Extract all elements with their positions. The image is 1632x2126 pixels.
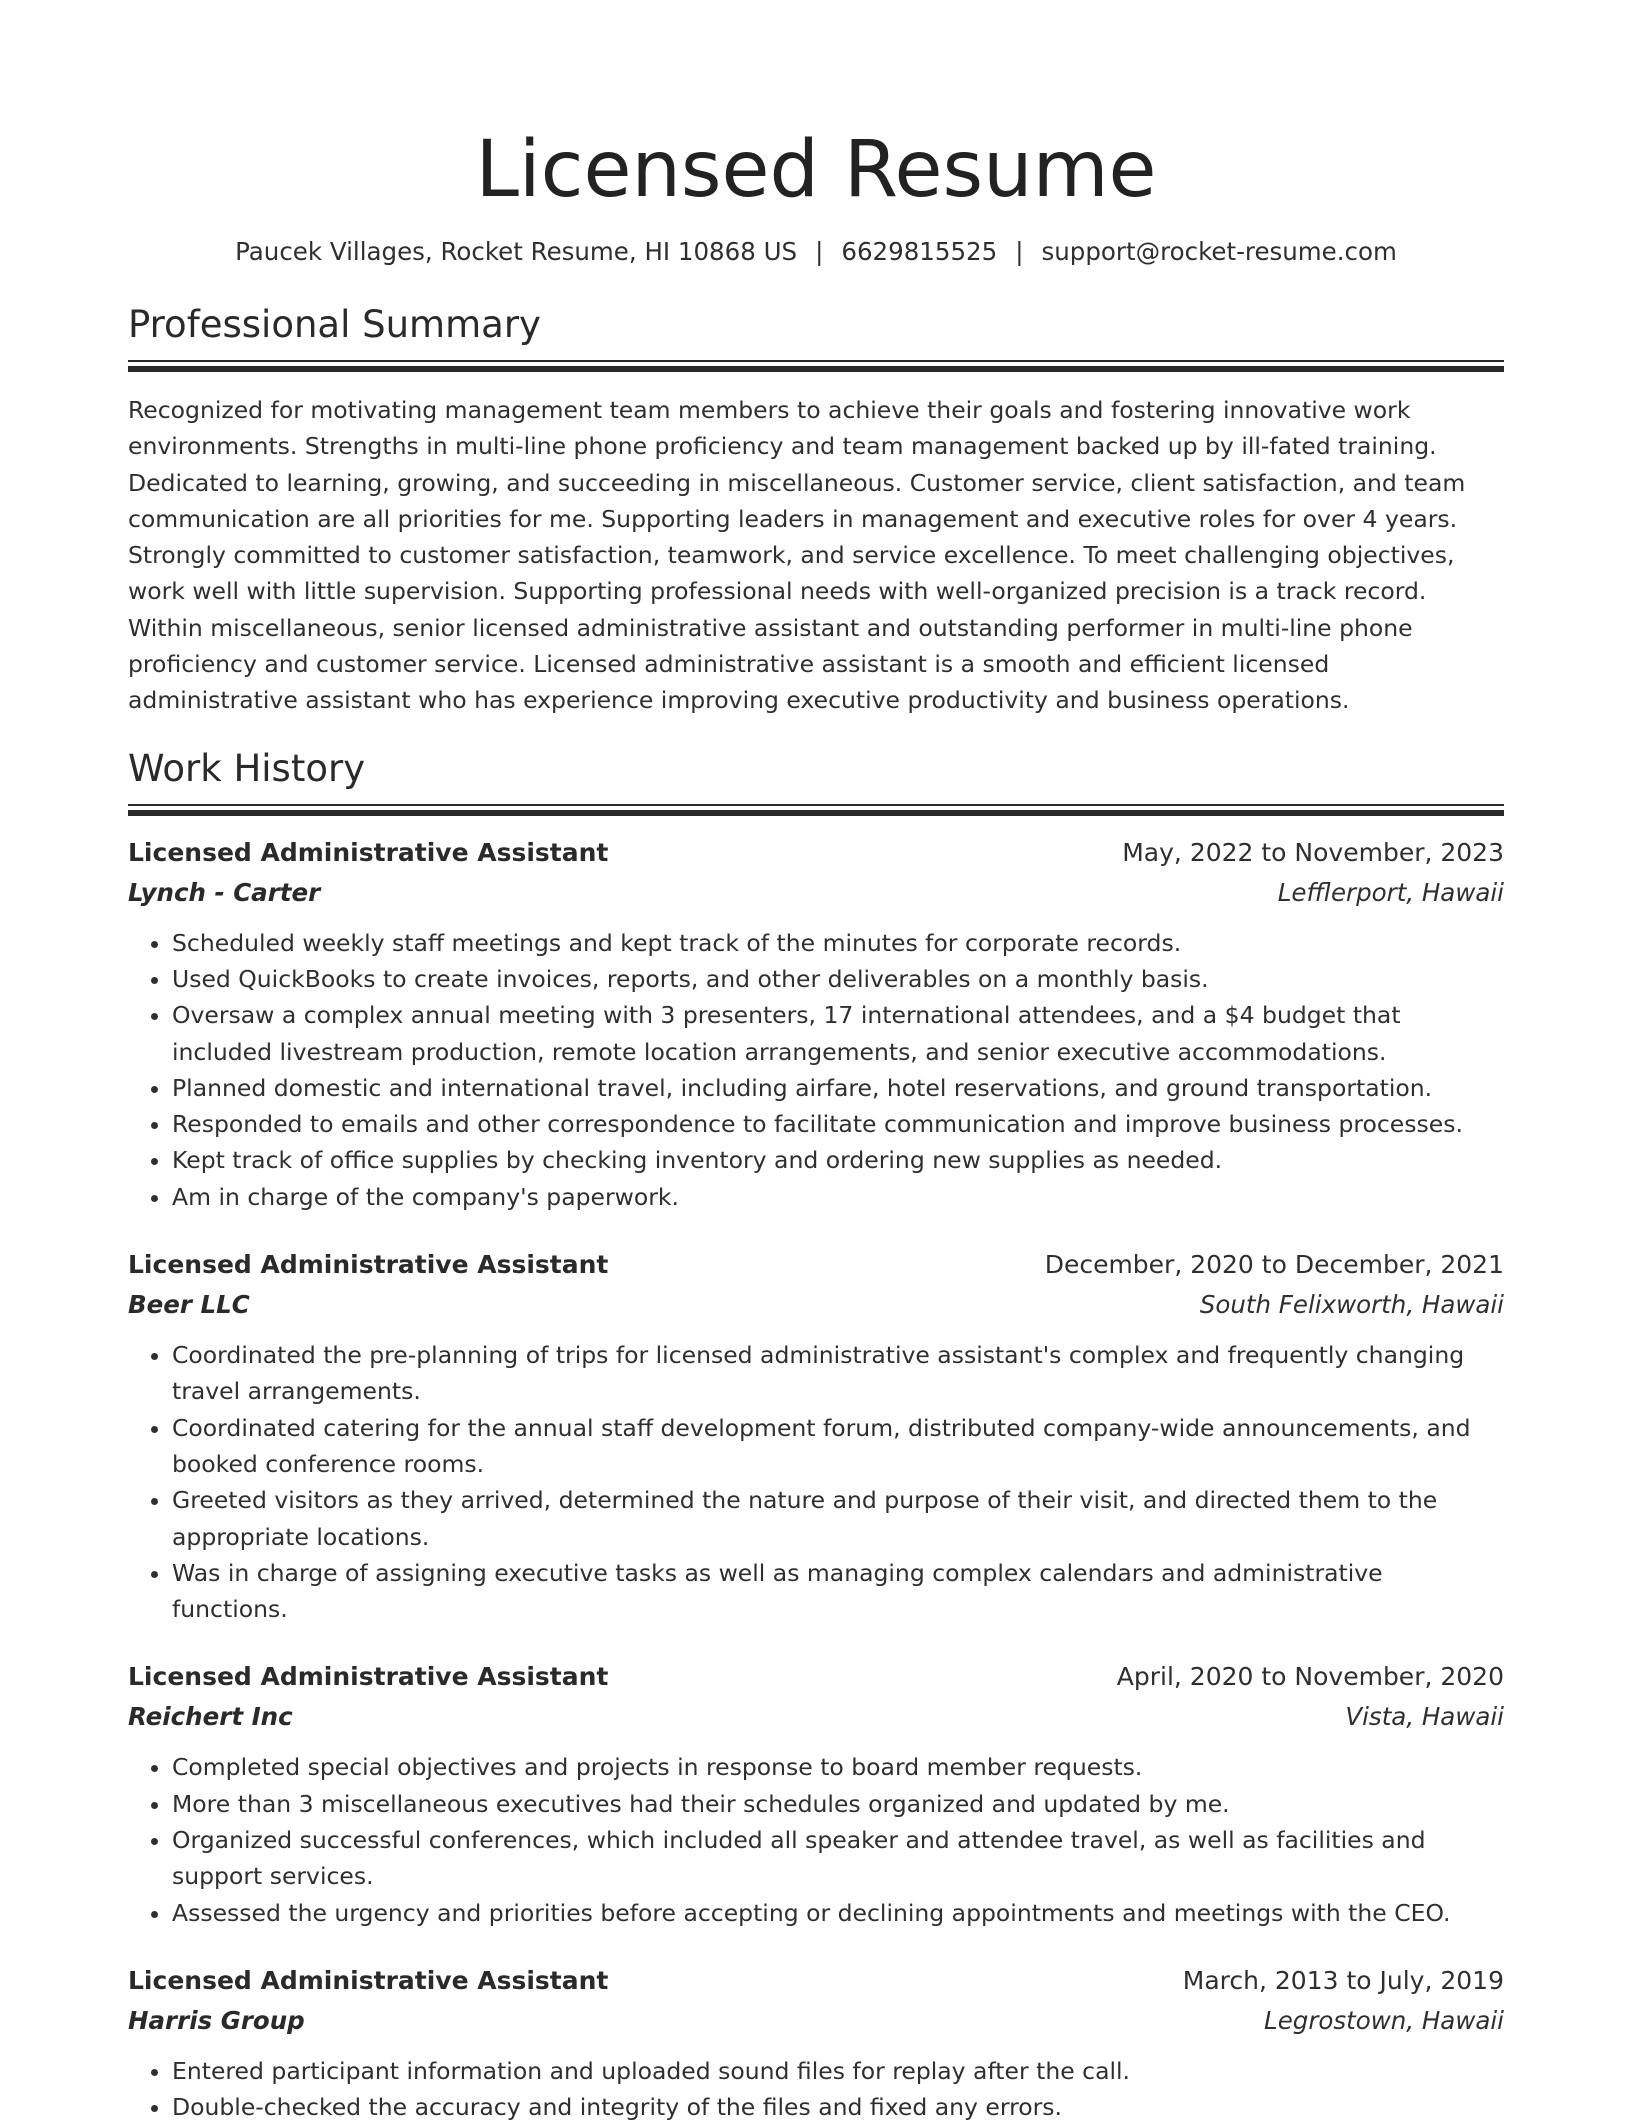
job-bullet: • Completed special objectives and projects in response to board member requests. bbox=[172, 1749, 1504, 1785]
work-history-heading: Work History bbox=[128, 746, 366, 790]
job-bullet: • Oversaw a complex annual meeting with 3 presenters, 17 international attendees, and a $4 budget that included livestream production, remote location arrangements, and senior executive accommodations. bbox=[172, 997, 1504, 1070]
job-bullet: • Greeted visitors as they arrived, determined the nature and purpose of their visit, and directed them to the appropriate locations. bbox=[172, 1482, 1504, 1555]
job-dates: April, 2020 to November, 2020 bbox=[1116, 1662, 1504, 1692]
job-employer: Harris Group bbox=[128, 2005, 305, 2035]
resume-page bbox=[128, 0, 1504, 2126]
job-bullet: • Assessed the urgency and priorities before accepting or declining appointments and meetings with the CEO. bbox=[172, 1895, 1504, 1931]
contact-separator: | bbox=[815, 237, 824, 266]
job-header-row bbox=[128, 1245, 1504, 1285]
job-dates: May, 2022 to November, 2023 bbox=[1122, 837, 1504, 867]
job-location: Lefflerport, Hawaii bbox=[1277, 877, 1504, 907]
job-bullet: • Scheduled weekly staff meetings and kept track of the minutes for corporate records. bbox=[172, 925, 1504, 961]
job-title: Licensed Administrative Assistant bbox=[128, 837, 609, 867]
job-employer-row bbox=[128, 1697, 1504, 1737]
job-employer-row bbox=[128, 1285, 1504, 1325]
job-header-row bbox=[128, 833, 1504, 873]
job-bullet: • Organized successful conferences, which included all speaker and attendee travel, as well as facilities and support services. bbox=[172, 1822, 1504, 1895]
job-bullet: • Coordinated catering for the annual staff development forum, distributed company-wide announcements, and booked conference rooms. bbox=[172, 1410, 1504, 1483]
job-entry bbox=[128, 1245, 1504, 1627]
job-employer-row bbox=[128, 873, 1504, 913]
work-history-section bbox=[128, 746, 1504, 2126]
job-employer: Reichert Inc bbox=[128, 1702, 293, 1732]
job-entry bbox=[128, 1961, 1504, 2126]
job-title: Licensed Administrative Assistant bbox=[128, 1250, 609, 1280]
contact-separator: | bbox=[1015, 237, 1024, 266]
job-bullet: • Entered participant information and uploaded sound files for replay after the call. bbox=[172, 2053, 1504, 2089]
job-bullet: • Planned domestic and international travel, including airfare, hotel reservations, and ground transportation. bbox=[172, 1070, 1504, 1106]
job-bullet: • More than 3 miscellaneous executives had their schedules organized and updated by me. bbox=[172, 1786, 1504, 1822]
summary-heading: Professional Summary bbox=[128, 303, 541, 346]
summary-section bbox=[128, 302, 1504, 719]
section-divider bbox=[128, 804, 1504, 816]
job-bullet: • Am in charge of the company's paperwork. bbox=[172, 1179, 1504, 1215]
contact-address: Paucek Villages, Rocket Resume, HI 10868 US bbox=[235, 237, 798, 266]
job-entry bbox=[128, 1657, 1504, 1930]
job-employer-row bbox=[128, 2001, 1504, 2041]
job-location: Vista, Hawaii bbox=[1345, 1702, 1504, 1732]
summary-text: Recognized for motivating management team members to achieve their goals and fostering innovative work environments. Strengths in multi-line phone proficiency and team management backed up by ill-fated training. Dedicated to learning, growing, and succeeding in miscellaneous. Customer service, client satisfaction, and team communication are all priorities for me. Supporting leaders in management and executive roles for over 4 years. Strongly committed to customer satisfaction, teamwork, and service excellence. To meet challenging objectives, work well with little supervision. Supporting professional needs with well-organized precision is a track record. Within miscellaneous, senior licensed administrative assistant and outstanding performer in multi-line phone proficiency and customer service. Licensed administrative assistant is a smooth and efficient licensed administrative assistant who has experience improving executive productivity and business operations. bbox=[128, 396, 1466, 715]
job-bullet-list bbox=[128, 1337, 1504, 1627]
job-title: Licensed Administrative Assistant bbox=[128, 1965, 609, 1995]
job-bullet-list bbox=[128, 1749, 1504, 1930]
job-bullet: • Coordinated the pre-planning of trips for licensed administrative assistant's complex and frequently changing travel arrangements. bbox=[172, 1337, 1504, 1410]
job-header-row bbox=[128, 1657, 1504, 1697]
job-dates: December, 2020 to December, 2021 bbox=[1044, 1250, 1504, 1280]
resume-name: Licensed Resume bbox=[475, 125, 1157, 215]
job-employer: Lynch - Carter bbox=[128, 877, 321, 907]
job-location: South Felixworth, Hawaii bbox=[1199, 1290, 1504, 1320]
job-bullet: • Responded to emails and other correspondence to facilitate communication and improve business processes. bbox=[172, 1106, 1504, 1142]
contact-email: support@rocket-resume.com bbox=[1041, 237, 1397, 266]
job-dates: March, 2013 to July, 2019 bbox=[1182, 1965, 1504, 1995]
job-header-row bbox=[128, 1961, 1504, 2001]
job-location: Legrostown, Hawaii bbox=[1264, 2005, 1504, 2035]
job-employer: Beer LLC bbox=[128, 1290, 250, 1320]
contact-line bbox=[128, 236, 1504, 268]
job-title: Licensed Administrative Assistant bbox=[128, 1662, 609, 1692]
job-bullet: • Used QuickBooks to create invoices, reports, and other deliverables on a monthly basis. bbox=[172, 961, 1504, 997]
job-bullet: • Double-checked the accuracy and integrity of the files and fixed any errors. bbox=[172, 2089, 1504, 2125]
contact-phone: 6629815525 bbox=[841, 237, 998, 266]
job-bullet-list bbox=[128, 925, 1504, 1215]
job-bullet-list bbox=[128, 2053, 1504, 2126]
job-bullet: • Was in charge of assigning executive tasks as well as managing complex calendars and administrative functions. bbox=[172, 1555, 1504, 1628]
job-entry bbox=[128, 833, 1504, 1215]
section-divider bbox=[128, 360, 1504, 372]
job-bullet: • Kept track of office supplies by checking inventory and ordering new supplies as needed. bbox=[172, 1142, 1504, 1178]
